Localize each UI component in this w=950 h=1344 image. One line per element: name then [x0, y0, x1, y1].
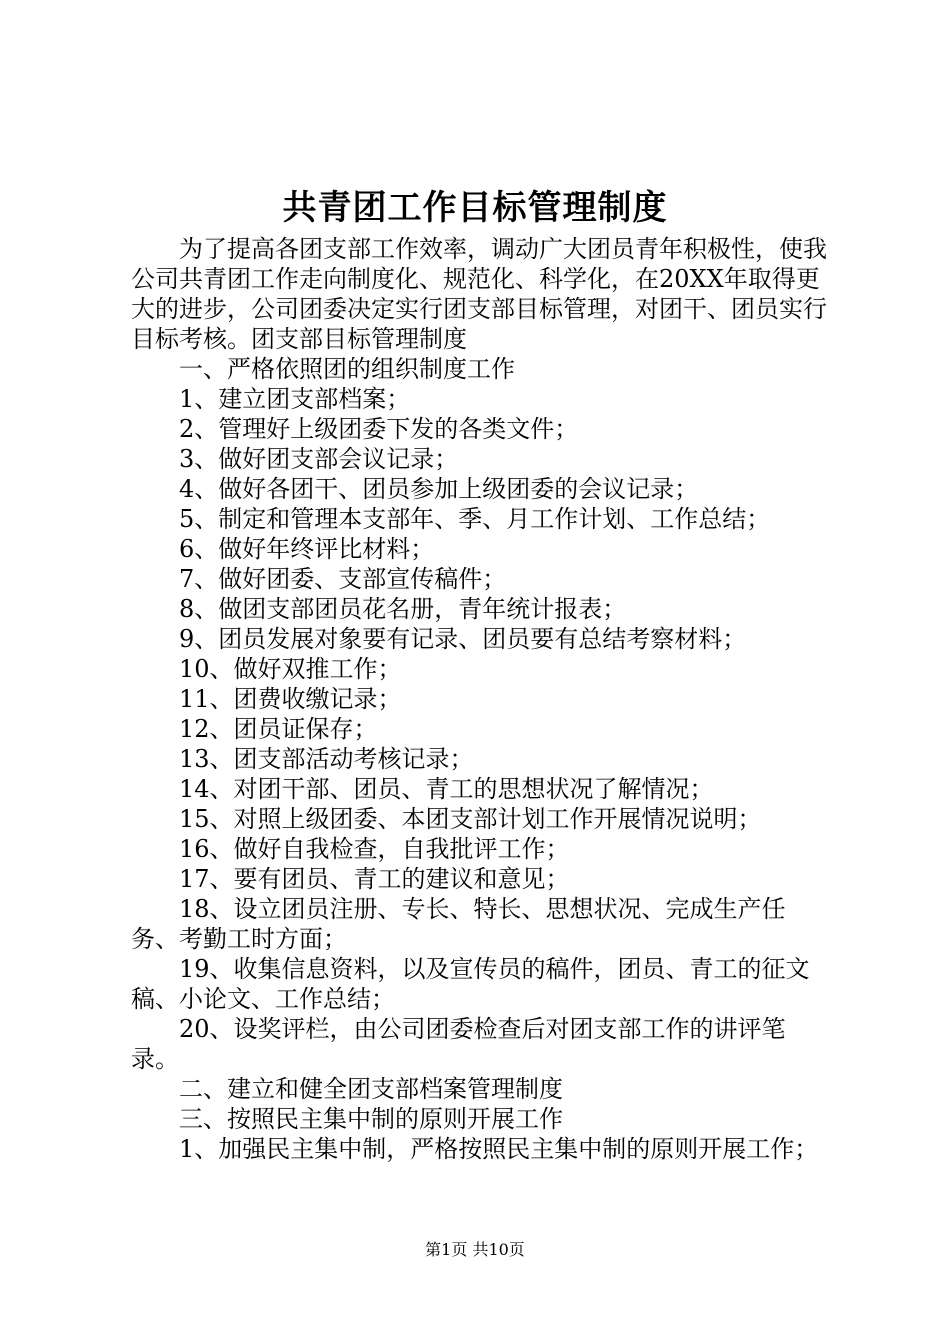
list-item: 10、做好双推工作； — [179, 655, 402, 683]
list-item: 6、做好年终评比材料； — [179, 535, 435, 563]
list-item: 12、团员证保存； — [179, 715, 378, 743]
list-item: 17、要有团员、青工的建议和意见； — [179, 865, 570, 893]
list-item: 18、设立团员注册、专长、特长、思想状况、完成生产任务、考勤工时方面； — [131, 895, 786, 953]
list-item: 1、建立团支部档案； — [179, 385, 411, 413]
list-item: 4、做好各团干、团员参加上级团委的会议记录； — [179, 475, 699, 503]
list-item: 5、制定和管理本支部年、季、月工作计划、工作总结； — [179, 505, 771, 533]
list-item: 16、做好自我检查，自我批评工作； — [179, 835, 570, 863]
page-footer: 第1页 共10页 — [425, 1240, 525, 1259]
list-item: 11、团费收缴记录； — [179, 685, 402, 713]
list-item: 20、设奖评栏，由公司团委检查后对团支部工作的讲评笔录。 — [131, 1015, 786, 1073]
list-item: 8、做团支部团员花名册，青年统计报表； — [179, 595, 627, 623]
list-item: 15、对照上级团委、本团支部计划工作开展情况说明； — [179, 805, 762, 833]
section-heading: 一、严格依照团的组织制度工作 — [179, 355, 515, 383]
list-item: 1、加强民主集中制，严格按照民主集中制的原则开展工作； — [179, 1135, 819, 1163]
section-heading: 三、按照民主集中制的原则开展工作 — [179, 1105, 563, 1133]
list-item: 9、团员发展对象要有记录、团员要有总结考察材料； — [179, 625, 747, 653]
list-item: 2、管理好上级团委下发的各类文件； — [179, 415, 579, 443]
list-item: 13、团支部活动考核记录； — [179, 745, 474, 773]
section-heading: 二、建立和健全团支部档案管理制度 — [179, 1075, 563, 1103]
list-item: 19、收集信息资料，以及宣传员的稿件，团员、青工的征文稿、小论文、工作总结； — [131, 955, 810, 1013]
list-item: 7、做好团委、支部宣传稿件； — [179, 565, 507, 593]
intro-paragraph: 为了提高各团支部工作效率，调动广大团员青年积极性，使我公司共青团工作走向制度化、规范化、科学化，在20XX年取得更大的进步，公司团委决定实行团支部目标管理，对团干、团员实行目标考核。团支部目标管理制度 — [131, 235, 827, 353]
list-item: 14、对团干部、团员、青工的思想状况了解情况； — [179, 775, 714, 803]
list-item: 3、做好团支部会议记录； — [179, 445, 459, 473]
document-body — [131, 234, 831, 1164]
document-title: 共青团工作目标管理制度 — [282, 188, 668, 228]
